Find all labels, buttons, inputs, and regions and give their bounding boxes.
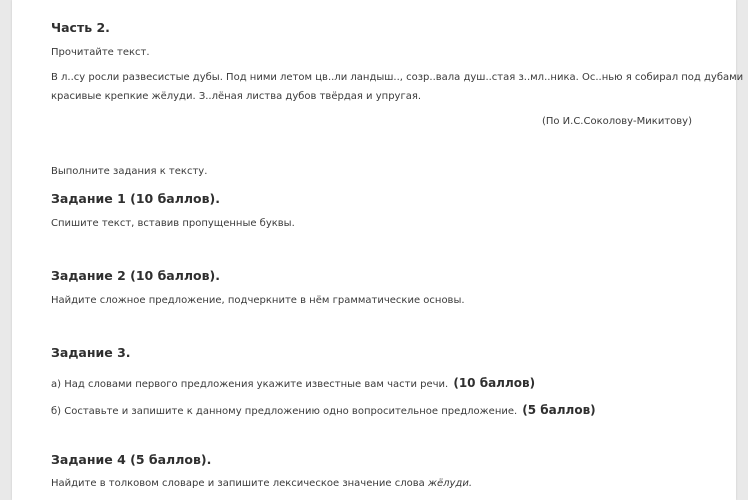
- read-instruction: Прочитайте текст.: [51, 47, 150, 58]
- task-1-text: Спишите текст, вставив пропущенные буквы.: [51, 218, 295, 229]
- task-4-text-before: Найдите в толковом словаре и запишите лексическое значение слова: [51, 478, 428, 489]
- tasks-instruction: Выполните задания к тексту.: [51, 166, 208, 177]
- task-3-item-a: [51, 372, 535, 391]
- task-2-title: Задание 2 (10 баллов).: [51, 268, 221, 283]
- task-2-text: Найдите сложное предложение, подчеркните в нём грамматические основы.: [51, 295, 465, 306]
- task-4-title: Задание 4 (5 баллов).: [51, 452, 212, 467]
- task-3-item-b-points: (5 баллов): [522, 403, 596, 417]
- task-3-item-b: [51, 399, 596, 418]
- document-page: [12, 0, 744, 500]
- task-4-text: [51, 478, 472, 489]
- task-1-title: Задание 1 (10 баллов).: [51, 191, 221, 206]
- task-3-item-a-text: а) Над словами первого предложения укажите известные вам части речи.: [51, 379, 449, 390]
- passage-line-2: красивые крепкие жёлуди. З..лёная листва дубов твёрдая и упругая.: [51, 91, 422, 102]
- task-3-item-a-points: (10 баллов): [453, 376, 536, 390]
- passage-line-1: В л..су росли развесистые дубы. Под ними летом цв..ли ландыш.., созр..вала душ..стая з..мл..ника. Ос..нью я собирал под дубами: [51, 72, 744, 83]
- task-3-title: Задание 3.: [51, 345, 131, 360]
- task-4-word: жёлуди.: [427, 478, 473, 489]
- passage-attribution: (По И.С.Соколову-Микитову): [541, 116, 692, 127]
- part-title: Часть 2.: [51, 20, 110, 35]
- task-3-item-b-text: б) Составьте и запишите к данному предложению одно вопросительное предложение.: [51, 406, 518, 417]
